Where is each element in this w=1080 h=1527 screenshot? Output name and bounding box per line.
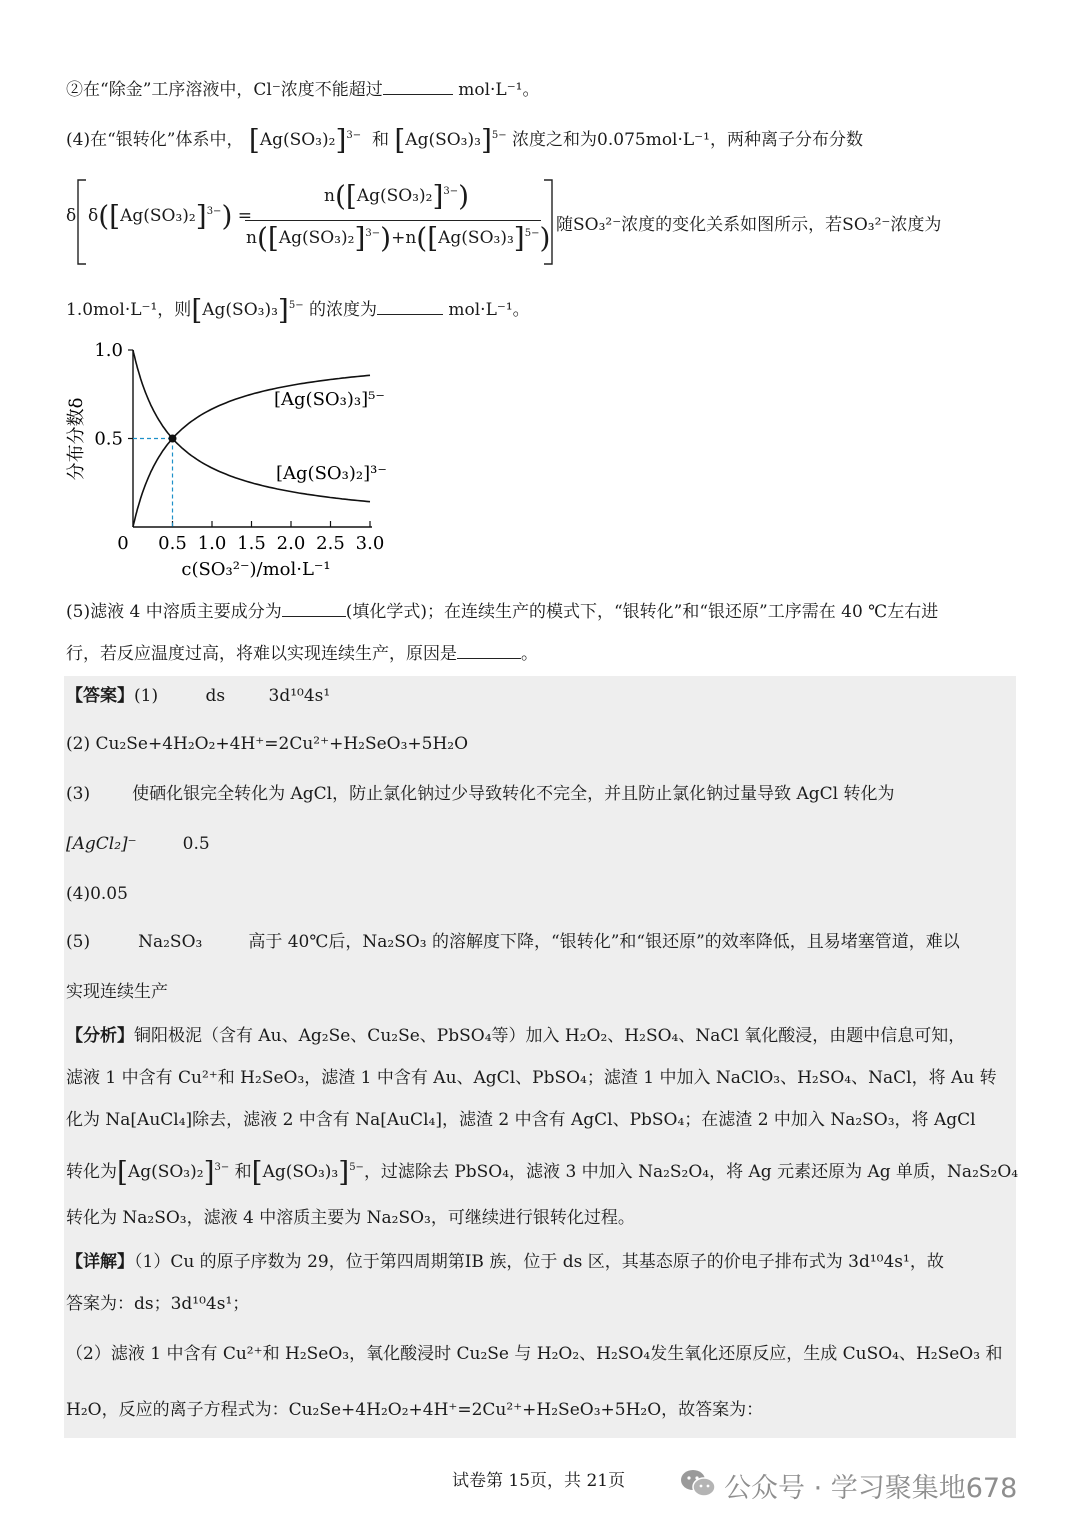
analysis-line-3: 化为 Na[AuCl₄]除去，滤液 2 中含有 Na[AuCl₄]，滤渣 2 中含有 AgCl、PbSO₄；在滤渣 2 中加入 Na₂SO₃，将 AgCl — [66, 1110, 976, 1130]
formula-tail: 随SO₃²⁻浓度的变化关系如图所示，若SO₃²⁻浓度为 — [556, 215, 942, 235]
q-line-6: 行，若反应温度过高，将难以实现连续生产，原因是 。 — [66, 640, 538, 666]
watermark: 公众号 · 学习聚集地678 — [724, 1473, 1018, 1504]
x-tick-label: 1.5 — [237, 533, 266, 554]
y-tick-label: 0.5 — [94, 428, 123, 450]
intersection-point — [169, 435, 177, 443]
x-tick-label: 3.0 — [355, 533, 385, 554]
x-tick-label: 1.0 — [197, 533, 227, 554]
page-number: 试卷第 15页，共 21页 — [452, 1471, 626, 1491]
answer-line-3b: [AgCl₂]⁻ 0.5 — [66, 834, 210, 854]
fraction-bar — [245, 220, 541, 221]
answer-blank — [282, 598, 346, 617]
analysis-line-2: 滤液 1 中含有 Cu²⁺和 H₂SeO₃，滤渣 1 中含有 Au、AgCl、PbSO₄；滤渣 1 中加入 NaClO₃、H₂SO₄、NaCl，将 Au 转 — [66, 1068, 997, 1088]
distribution-chart — [60, 335, 400, 585]
y-axis-label: 分布分数δ — [66, 397, 87, 481]
numerator: $n([Ag(SO_3)_2]^{3-})$ — [324, 179, 470, 213]
analysis-line-1: 【分析】铜阳极泥（含有 Au、Ag₂Se、Cu₂Se、PbSO₄等）加入 H₂O₂、H₂SO₄、NaCl 氧化酸浸，由题中信息可知， — [66, 1026, 966, 1046]
detail-line-3: （2）滤液 1 中含有 Cu²⁺和 H₂SeO₃，氧化酸浸时 Cu₂Se 与 H₂O₂、H₂SO₄发生氧化还原反应，生成 CuSO₄、H₂SeO₃ 和 — [66, 1344, 1003, 1364]
big-bracket-right — [540, 178, 556, 266]
detail-line-1: 【详解】（1）Cu 的原子序数为 29，位于第四周期第ⅠB 族，位于 ds 区，其基态原子的价电子排布式为 3d¹⁰4s¹，故 — [66, 1252, 944, 1272]
answer-blank — [457, 640, 521, 659]
x-tick-label: 0 — [117, 533, 129, 554]
answer-line-1: 【答案】(1) ds 3d¹⁰4s¹ — [66, 686, 331, 706]
q-line-5: (5)滤液 4 中溶质主要成分为 (填化学式)；在连续生产的模式下，“银转化”和“银还原”工序需在 40 ℃左右进 — [66, 598, 938, 624]
answer-blank — [377, 296, 443, 315]
q-line-1: ②在“除金”工序溶液中，Cl⁻浓度不能超过 mol·L⁻¹。 — [66, 76, 540, 102]
detail-line-2: 答案为：ds；3d¹⁰4s¹； — [66, 1294, 250, 1314]
answer-blank — [383, 76, 453, 95]
wechat-icon — [678, 1466, 718, 1500]
series-label-3: [Ag(SO₃)₂]³⁻ — [276, 463, 387, 484]
analysis-line-4: 转化为$[Ag(SO_3)_2]^{3-}$ 和$[Ag(SO_3)_3]^{5-}$，过滤除去 PbSO₄，滤液 3 中加入 Na₂S₂O₄，将 Ag 元素还原为 Ag 单质，Na₂S₂O₄ — [66, 1155, 1019, 1189]
series-label-5: [Ag(SO₃)₃]⁵⁻ — [274, 389, 385, 410]
answer-line-5b: 实现连续生产 — [66, 982, 168, 1002]
analysis-line-5: 转化为 Na₂SO₃，滤液 4 中溶质主要为 Na₂SO₃，可继续进行银转化过程。 — [66, 1208, 635, 1228]
x-axis-label: c(SO₃²⁻)/mol·L⁻¹ — [181, 559, 331, 580]
detail-line-4: H₂O，反应的离子方程式为：Cu₂Se+4H₂O₂+4H⁺=2Cu²⁺+H₂SeO₃+5H₂O，故答案为： — [66, 1400, 764, 1420]
denominator: $n([Ag(SO_3)_2]^{3-})+n([Ag(SO_3)_3]^{5-})$ — [246, 221, 551, 255]
answer-line-5: (5) Na₂SO₃ 高于 40℃后，Na₂SO₃ 的溶解度下降，“银转化”和“银还原”的效率降低，且易堵塞管道，难以 — [66, 932, 960, 952]
answer-line-4: (4)0.05 — [66, 884, 128, 904]
x-tick-label: 2.5 — [316, 533, 345, 554]
answer-line-2: (2) Cu₂Se+4H₂O₂+4H⁺=2Cu²⁺+H₂SeO₃+5H₂O — [66, 734, 469, 754]
q-line-4: 1.0mol·L⁻¹，则$[Ag(SO_3)_3]^{5-}$ 的浓度为 mol·L⁻¹。 — [66, 293, 530, 327]
x-tick-label: 2.0 — [276, 533, 306, 554]
x-tick-label: 0.5 — [158, 533, 187, 554]
answer-line-3: (3) 使硒化银完全转化为 AgCl，防止氯化钠过少导致转化不完全，并且防止氯化钠过量导致 AgCl 转化为 — [66, 784, 895, 804]
q-line-2: (4)在“银转化”体系中， $[Ag(SO_3)_2]^{3-}$ 和 $[Ag(SO_3)_3]^{5-}$ 浓度之和为0.075mol·L⁻¹，两种离子分布分数 — [66, 123, 863, 157]
y-tick-label: 1.0 — [94, 340, 123, 361]
